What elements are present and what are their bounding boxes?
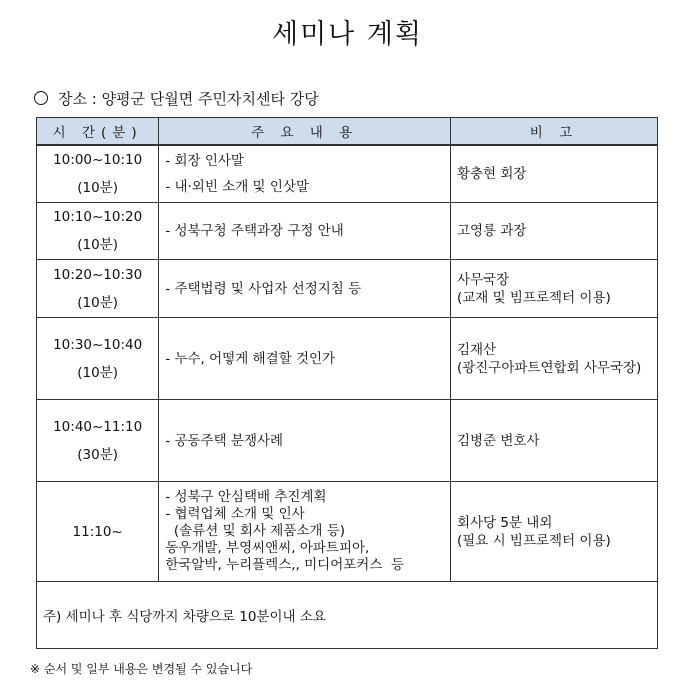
schedule-table bbox=[36, 117, 658, 649]
note-cell bbox=[450, 145, 657, 203]
table-row bbox=[37, 482, 658, 582]
content-line: (솔류션 및 회사 제품소개 등) bbox=[165, 523, 346, 539]
table-row bbox=[37, 260, 658, 318]
note-cell bbox=[450, 482, 657, 582]
content-line: - 성북구청 주택과장 구정 안내 bbox=[165, 223, 344, 239]
note-line: (광진구아파트연합회 사무국장) bbox=[456, 359, 642, 376]
content-line: - 주택법령 및 사업자 선정지침 등 bbox=[165, 280, 362, 297]
content-cell bbox=[159, 318, 451, 400]
note-line: 김병준 변호사 bbox=[456, 432, 540, 449]
time-cell bbox=[37, 203, 159, 260]
table-footer-row bbox=[37, 582, 658, 649]
table-row bbox=[37, 145, 658, 203]
time-cell bbox=[37, 318, 159, 400]
content-line: - 내·외빈 소개 및 인삿말 bbox=[165, 179, 310, 195]
content-line: 한국알박, 누리플렉스,, 미디어포커스 등 bbox=[165, 557, 405, 573]
note-line: (필요 시 빔프로젝터 이용) bbox=[456, 532, 611, 549]
note-line: 사무국장 bbox=[456, 271, 510, 288]
time-range: 10:10~10:20 bbox=[53, 209, 143, 225]
note-cell bbox=[450, 260, 657, 318]
footer-note: 주) 세미나 후 식당까지 차량으로 10분이내 소요 bbox=[37, 582, 658, 649]
note-line: 황충현 회장 bbox=[456, 166, 527, 182]
page-title: 세미나 계획 bbox=[272, 19, 423, 50]
content-line: 동우개발, 부영씨앤씨, 아파트피아, bbox=[165, 540, 370, 556]
time-range: 11:10~ bbox=[72, 523, 123, 540]
time-cell bbox=[37, 145, 159, 203]
venue-text: 장소 : 양평군 단월면 주민자치센타 강당 bbox=[58, 90, 319, 108]
table-header-row bbox=[37, 118, 658, 146]
header-time: 시 간(분) bbox=[37, 118, 159, 146]
time-range: 10:20~10:30 bbox=[53, 266, 143, 283]
content-cell bbox=[159, 482, 451, 582]
table-row bbox=[37, 400, 658, 482]
time-cell bbox=[37, 482, 159, 582]
note-cell bbox=[450, 400, 657, 482]
circle-bullet-icon bbox=[34, 91, 48, 105]
table-row bbox=[37, 203, 658, 260]
duration: (10분) bbox=[77, 364, 119, 381]
content-cell bbox=[159, 145, 451, 203]
note-cell bbox=[450, 203, 657, 260]
note-line: (교재 및 빔프로젝터 이용) bbox=[456, 289, 611, 306]
content-cell bbox=[159, 260, 451, 318]
note-line: 김재산 bbox=[456, 341, 497, 358]
table-row bbox=[37, 318, 658, 400]
content-line: - 공동주택 분쟁사례 bbox=[165, 432, 284, 449]
bottom-note: ※ 순서 및 일부 내용은 변경될 수 있습니다 bbox=[30, 662, 253, 676]
content-line: - 회장 인사말 bbox=[165, 153, 244, 169]
note-cell bbox=[450, 318, 657, 400]
venue-line bbox=[34, 88, 319, 109]
time-cell bbox=[37, 400, 159, 482]
header-content: 주 요 내 용 bbox=[159, 118, 451, 146]
content-cell bbox=[159, 203, 451, 260]
duration: (10분) bbox=[77, 294, 119, 311]
duration: (30분) bbox=[77, 446, 119, 463]
time-range: 10:40~11:10 bbox=[53, 418, 143, 435]
duration: (10분) bbox=[77, 180, 119, 196]
note-line: 고영룡 과장 bbox=[456, 223, 527, 239]
note-line: 회사당 5분 내외 bbox=[456, 514, 553, 531]
time-range: 10:30~10:40 bbox=[53, 336, 143, 353]
content-line: - 협력업체 소개 및 인사 bbox=[165, 506, 305, 522]
duration: (10분) bbox=[77, 237, 119, 253]
time-cell bbox=[37, 260, 159, 318]
content-line: - 성북구 안심택배 추진계획 bbox=[165, 489, 327, 505]
content-line: - 누수, 어떻게 해결할 것인가 bbox=[165, 350, 336, 367]
header-note: 비 고 bbox=[450, 118, 657, 146]
content-cell bbox=[159, 400, 451, 482]
time-range: 10:00~10:10 bbox=[53, 152, 143, 168]
